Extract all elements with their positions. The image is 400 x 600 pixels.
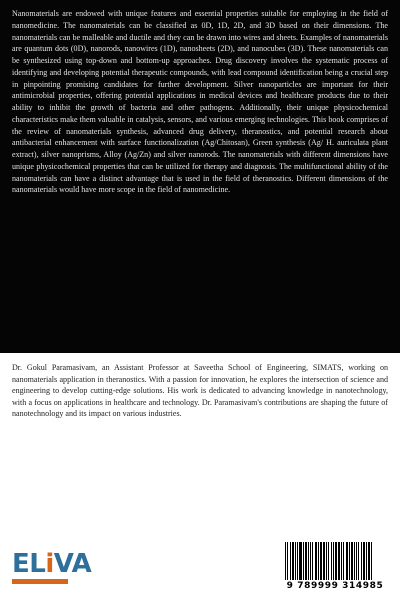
- isbn-number: 9 789999 314985: [286, 581, 384, 591]
- logo-part-va: VA: [53, 549, 92, 579]
- publisher-logo-wordmark: [12, 549, 91, 579]
- logo-part-i: i: [45, 549, 54, 579]
- logo-accent-bar: [12, 579, 68, 584]
- isbn-barcode-block: [279, 538, 390, 594]
- synopsis-text: Nanomaterials are endowed with unique features and essential properties suitable for employing in the field of nanomedicine. The nanomaterials can be classified as 0D, 1D, 2D, and 3D based on their dimensions. The nanomaterials can be malleable and ductile and they can be drawn into wires and sheets. Examples of nanomaterials are quantum dots (0D), nanorods, nanowires (1D), nanosheets (2D), and nanocubes (3D). These nanomaterials can be synthesized using top-down and bottom-up approaches. Drug discovery involves the systematic process of identifying and developing potential therapeutic compounds, with lead compound identification being a crucial step in pinpointing promising candidates for further development. Silver nanoparticles are important for their antimicrobial properties, offering potential applications in medical devices and healthcare products due to their ability to inhibit the growth of bacteria and other pathogens. Additionally, their unique physicochemical characteristics make them valuable in catalysis, sensors, and various emerging technologies. This book comprises of the review of nanomaterials synthesis, advanced drug delivery, theranostics, and potential research about antibacterial enhancement with surface functionalization (Ag/Chitosan), Green synthesis (Ag/ H. auriculata plant extract), silver nanoprisms, Alloy (Ag/Zn) and silver nanorods. The nanomaterials with different dimensions have unique physicochemical properties that can be utilized for therapy and diagnosis. The multifunctional ability of the nanomaterials can have a distinct advantage that is used in the field of theranostics. Different dimensions of the nanomaterials would have more scope in the field of nanomedicine.: [12, 9, 388, 195]
- author-bio-text: Dr. Gokul Paramasivam, an Assistant Professor at Saveetha School of Engineering, SIMATS, working on nanomaterials application in theranostics. With a passion for innovation, he explores the intersection of science and engineering to develop cutting-edge solutions. His work is dedicated to advancing knowledge in nanotechnology, with a focus on applications in healthcare and technology. Dr. Paramasivam's contributions are shaping the future of nanotechnology and its impact on various industries.: [12, 363, 388, 419]
- barcode-graphic: [285, 542, 385, 580]
- publisher-logo: [12, 549, 92, 593]
- barcode-bar: [372, 542, 373, 580]
- logo-part-el: EL: [12, 549, 46, 579]
